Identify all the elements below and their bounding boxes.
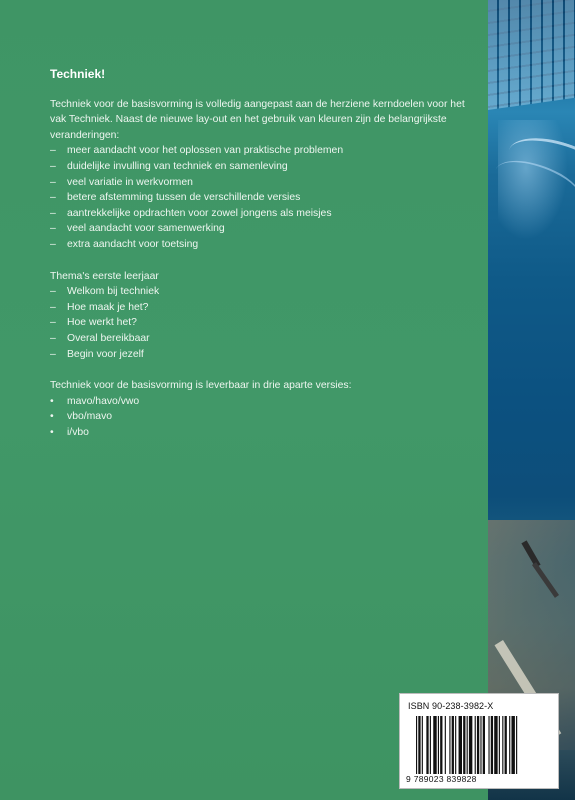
barcode-icon — [416, 716, 550, 774]
themes-heading: Thema's eerste leerjaar — [50, 270, 159, 282]
bullet-marker: • — [50, 395, 54, 407]
dash-marker: – — [50, 223, 56, 235]
barcode-bar — [499, 716, 500, 774]
barcode-bar — [505, 716, 507, 774]
list-item: – meer aandacht voor het oplossen van praktische problemen — [50, 143, 470, 159]
barcode-bar — [467, 716, 468, 774]
barcode-bar — [516, 716, 517, 774]
barcode-bar — [477, 716, 479, 774]
dash-marker: – — [50, 348, 56, 360]
bullet-marker: • — [50, 426, 54, 438]
list-item: • mavo/havo/vwo — [50, 394, 470, 410]
themes-list — [50, 284, 470, 362]
bullet-marker: • — [50, 411, 54, 423]
list-item: • vbo/mavo — [50, 409, 470, 425]
dash-marker: – — [50, 145, 56, 157]
intro-section — [50, 97, 470, 253]
themes-section — [50, 269, 470, 363]
versions-heading: Techniek voor de basisvorming is leverbaar in drie aparte versies: — [50, 380, 352, 392]
list-item: – Hoe maak je het? — [50, 300, 470, 316]
list-item: • i/vbo — [50, 425, 470, 441]
heading: Techniek! — [50, 67, 106, 81]
barcode-bar — [422, 716, 423, 774]
barcode-bar — [426, 716, 428, 774]
dash-marker: – — [50, 301, 56, 313]
list-item: – aantrekkelijke opdrachten voor zowel jongens als meisjes — [50, 206, 470, 222]
barcode-bar — [469, 716, 472, 774]
list-item: – veel aandacht voor samenwerking — [50, 221, 470, 237]
list-item: – Welkom bij techniek — [50, 284, 470, 300]
barcode-bar — [480, 716, 481, 774]
dash-marker: – — [50, 192, 56, 204]
barcode-bar — [449, 716, 450, 774]
dash-marker: – — [50, 286, 56, 298]
list-item: – betere afstemming tussen de verschillende versies — [50, 190, 470, 206]
barcode-bar — [491, 716, 493, 774]
barcode-bar — [475, 716, 476, 774]
keyboard-photo — [488, 0, 575, 110]
barcode-bar — [509, 716, 510, 774]
barcode-bar — [418, 716, 420, 774]
dash-marker: – — [50, 160, 56, 172]
isbn-label: ISBN 90-238-3982-X — [408, 701, 494, 711]
intro-paragraph: Techniek voor de basisvorming is volledig aangepast aan de herziene kerndoelen voor het vak Techniek. Naast de nieuwe lay-out en het gebruik van kleuren zijn de belangrijkste veranderingen: — [50, 98, 465, 141]
barcode-bar — [459, 716, 462, 774]
dash-marker: – — [50, 207, 56, 219]
list-item: – extra aandacht voor toetsing — [50, 237, 470, 253]
dash-marker: – — [50, 238, 56, 250]
barcode-bar — [455, 716, 456, 774]
dash-marker: – — [50, 176, 56, 188]
barcode-bar — [440, 716, 442, 774]
versions-section — [50, 378, 470, 440]
versions-list — [50, 394, 470, 441]
barcode-bar — [438, 716, 439, 774]
barcode-bar — [452, 716, 454, 774]
barcode-bar — [445, 716, 446, 774]
changes-list — [50, 143, 470, 252]
list-item: – duidelijke invulling van techniek en samenleving — [50, 159, 470, 175]
barcode-bar — [430, 716, 431, 774]
cover-photo-strip — [488, 0, 575, 800]
list-item: – Begin voor jezelf — [50, 347, 470, 363]
barcode-bar — [433, 716, 436, 774]
cover-text — [50, 67, 470, 456]
list-item: – Overal bereikbaar — [50, 331, 470, 347]
barcode-digits: 9 789023 839828 — [406, 774, 477, 784]
list-item: – Hoe werkt het? — [50, 315, 470, 331]
list-item: – veel variatie in werkvormen — [50, 175, 470, 191]
barcode-bar — [488, 716, 489, 774]
barcode-bar — [416, 716, 417, 774]
barcode-bar — [502, 716, 503, 774]
isbn-barcode-box — [399, 693, 559, 789]
barcode-bar — [494, 716, 497, 774]
barcode-bar — [483, 716, 485, 774]
dash-marker: – — [50, 332, 56, 344]
dash-marker: – — [50, 317, 56, 329]
barcode-bar — [463, 716, 465, 774]
barcode-bar — [511, 716, 514, 774]
